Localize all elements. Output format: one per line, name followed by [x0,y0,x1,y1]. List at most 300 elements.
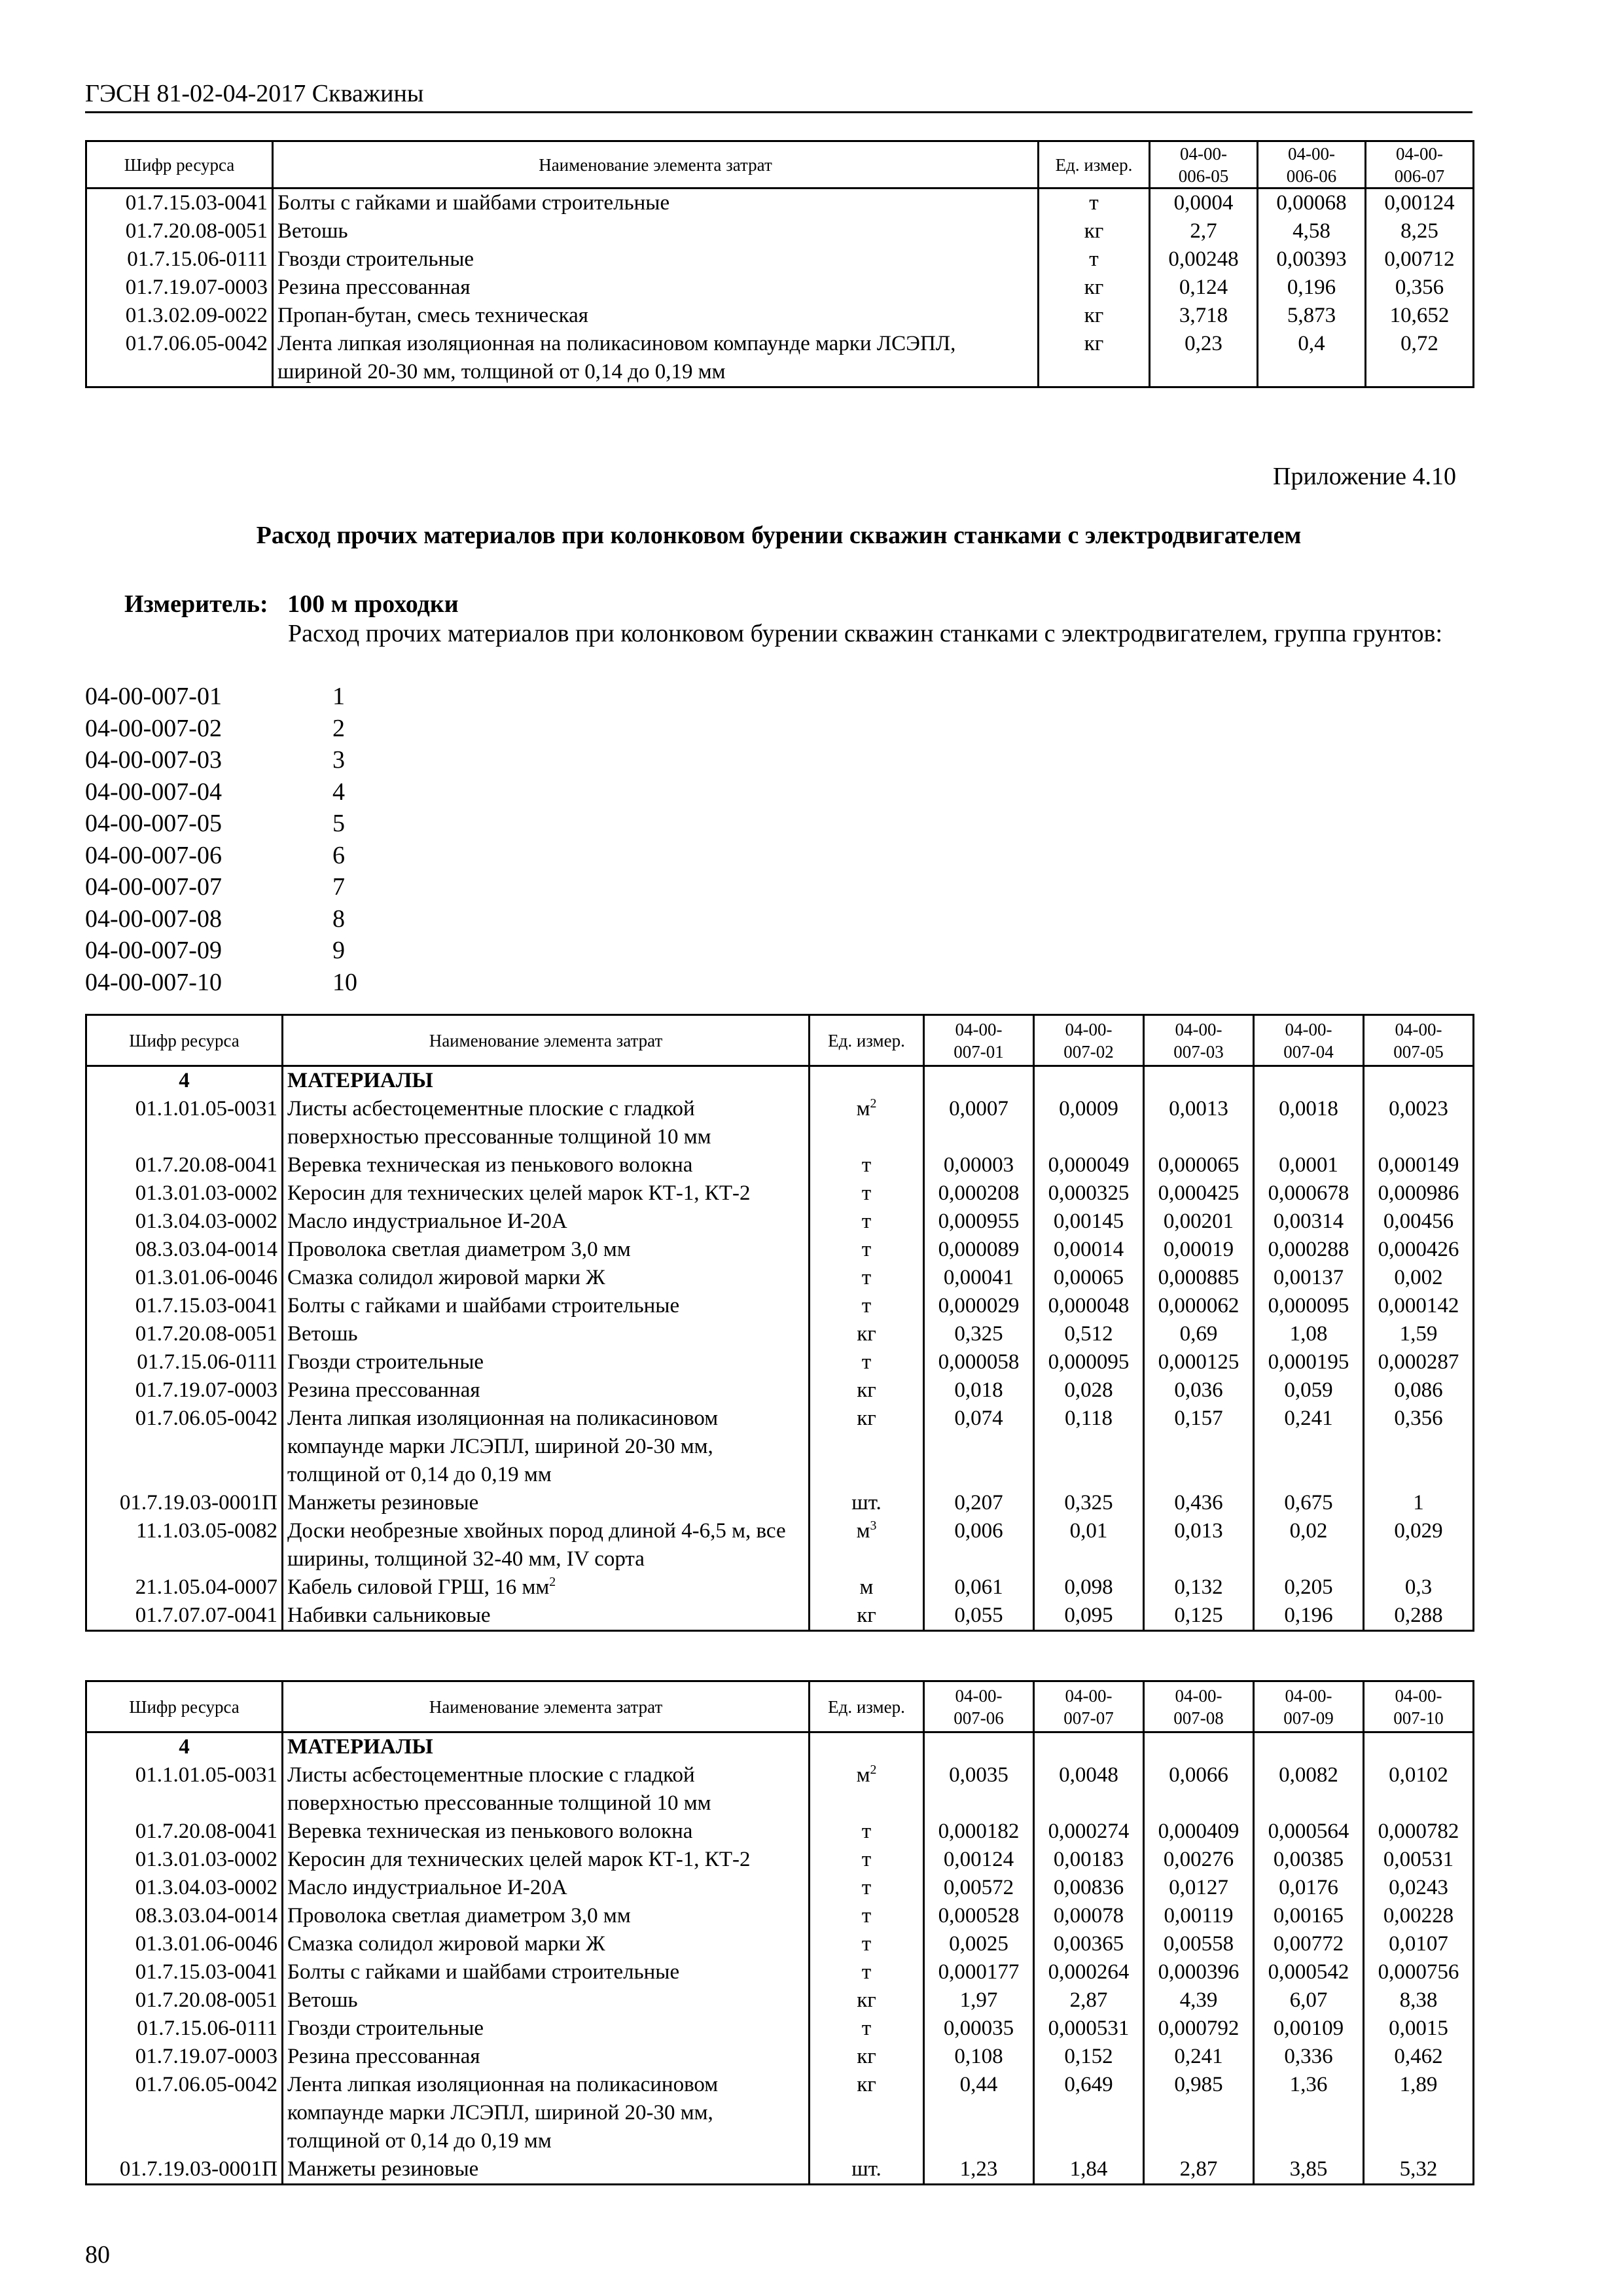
code-list-item [85,808,345,840]
item-name [283,1264,810,1292]
item-name [283,1573,810,1602]
unit-cell [810,2071,924,2155]
unit-text: т [1089,247,1099,271]
resource-code: 01.7.20.08-0051 [86,1320,283,1348]
value-cell: 1 [1364,1489,1474,1517]
header-col: 04-00- 007-07 [1034,1681,1144,1732]
value-cell: 0,0009 [1034,1095,1144,1151]
measure-value: 100 м проходки [287,590,459,618]
item-name [283,1902,810,1930]
value-cell: 0,0004 [1150,188,1258,218]
group-number: 10 [332,968,357,996]
value-cell: 2,87 [1034,1986,1144,2015]
value-cell: 0,0176 [1254,1874,1364,1902]
value-cell: 0,000782 [1364,1818,1474,1846]
item-name [283,2071,810,2155]
value-cell: 0,356 [1364,1405,1474,1489]
value-cell: 4,39 [1144,1986,1254,2015]
item-name-text: Пропан-бутан, смесь техническая [277,304,588,327]
value-cell: 0,000542 [1254,1958,1364,1986]
value-cell: 0,000208 [924,1179,1034,1208]
page-number: 80 [85,2241,110,2269]
code-list-item [85,681,345,713]
value-cell: 0,00201 [1144,1208,1254,1236]
resource-code: 01.7.15.06-0111 [86,2015,283,2043]
value-cell: 0,157 [1144,1405,1254,1489]
value-cell: 0,000955 [924,1208,1034,1236]
item-name-text: Резина прессованная [287,2045,480,2068]
item-name [283,1517,810,1573]
value-cell: 3,718 [1150,302,1258,330]
item-name [283,1208,810,1236]
item-name-text: Веревка техническая из пенькового волокна [287,1820,693,1843]
value-cell: 0,152 [1034,2043,1144,2071]
value-cell: 0,325 [1034,1489,1144,1517]
header-col: 04-00- 007-02 [1034,1015,1144,1066]
value-cell: 0,000678 [1254,1179,1364,1208]
unit-cell [810,1761,924,1818]
table-row [86,1761,1474,1818]
value-cell: 0,000089 [924,1236,1034,1264]
item-name [283,1602,810,1631]
table-row [86,1573,1474,1602]
table-row [86,1958,1474,1986]
unit-text: т [861,1904,872,1928]
item-name-text: Ветошь [287,1322,358,1346]
value-cell: 0,0035 [924,1761,1034,1818]
table-row [86,1405,1474,1489]
value-cell: 0,205 [1254,1573,1364,1602]
value-cell: 0,00041 [924,1264,1034,1292]
code: 04-00-007-01 [85,683,222,710]
item-name-text: Болты с гайками и шайбами строительные [287,1294,680,1318]
item-name-text: Гвозди строительные [277,247,474,271]
unit-text: кг [857,2045,876,2068]
unit-text: т [861,1876,872,1899]
resource-code: 01.3.02.09-0022 [86,302,273,330]
value-cell: 0,356 [1366,274,1474,302]
unit-text: кг [1084,276,1104,299]
header-unit: Ед. измер. [1039,141,1150,188]
value-cell: 0,013 [1144,1517,1254,1573]
value-cell: 0,029 [1364,1517,1474,1573]
code-list-item [85,903,345,935]
unit-cell [810,1320,924,1348]
value-cell: 0,000396 [1144,1958,1254,1986]
empty-cell [1034,1732,1144,1762]
item-name-text: Листы асбестоцементные плоские с гладкой поверхностью прессованные толщиной 10 мм [287,1763,711,1815]
item-name-text: Гвозди строительные [287,1350,484,1374]
item-name-text: Набивки сальниковые [287,1604,491,1627]
header-unit: Ед. измер. [810,1681,924,1732]
value-cell: 0,000409 [1144,1818,1254,1846]
code: 04-00-007-05 [85,810,222,837]
value-cell: 0,028 [1034,1376,1144,1405]
section-row [86,1066,1474,1096]
group-number: 4 [332,778,345,806]
code-list-item [85,776,345,808]
resource-code: 01.3.04.03-0002 [86,1208,283,1236]
code-list-item [85,713,345,745]
value-cell: 0,0107 [1364,1930,1474,1958]
unit-cell [1039,188,1150,218]
unit-text: шт. [851,1491,882,1515]
section-title: МАТЕРИАЛЫ [283,1066,810,1096]
value-cell: 0,000062 [1144,1292,1254,1320]
item-name [283,2015,810,2043]
value-cell: 0,325 [924,1320,1034,1348]
value-cell: 0,000288 [1254,1236,1364,1264]
unit-cell [810,1846,924,1874]
item-name-text: Проволока светлая диаметром 3,0 мм [287,1904,631,1928]
unit-cell [810,1818,924,1846]
group-number: 9 [332,937,345,964]
unit-text: кг [1084,332,1104,355]
value-cell: 0,00228 [1364,1902,1474,1930]
header-name: Наименование элемента затрат [283,1681,810,1732]
name-superscript: 2 [549,1575,556,1589]
code: 04-00-007-04 [85,778,222,806]
table-materials-007-part1 [85,1014,1474,1632]
group-description: Расход прочих материалов при колонковом бурении скважин станками с электродвигателем, группа грунтов: [288,620,1443,647]
resource-code: 01.3.04.03-0002 [86,1874,283,1902]
item-name-text: Веревка техническая из пенькового волокна [287,1153,693,1177]
unit-text: кг [857,1378,876,1402]
value-cell: 0,0102 [1364,1761,1474,1818]
value-cell: 0,00276 [1144,1846,1254,1874]
table-row [86,302,1474,330]
value-cell: 0,086 [1364,1376,1474,1405]
item-name-text: Манжеты резиновые [287,1491,479,1515]
header-col: 04-00- 007-03 [1144,1015,1254,1066]
value-cell: 0,0066 [1144,1761,1254,1818]
table-row [86,1376,1474,1405]
unit-text: т [861,1932,872,1956]
code: 04-00-007-06 [85,841,222,869]
table-row [86,1517,1474,1573]
table-row [86,1902,1474,1930]
value-cell: 0,23 [1150,330,1258,387]
value-cell: 0,059 [1254,1376,1364,1405]
value-cell: 0,000095 [1254,1292,1364,1320]
value-cell: 6,07 [1254,1986,1364,2015]
unit-cell [810,1236,924,1264]
group-number: 8 [332,905,345,933]
section-code: 4 [86,1066,283,1096]
unit-text: кг [857,1322,876,1346]
item-name-text: Керосин для технических целей марок КТ-1, КТ-2 [287,1848,751,1871]
resource-code: 01.1.01.05-0031 [86,1761,283,1818]
code-list-item [85,935,345,967]
item-name-text: Лента липкая изоляционная на поликасиновом компаунде марки ЛСЭПЛ, шириной 20-30 мм, толщиной от 0,14 до 0,19 мм [277,332,956,384]
value-cell: 0,0001 [1254,1151,1364,1179]
item-name [283,1489,810,1517]
value-cell: 8,25 [1366,217,1474,245]
value-cell: 0,649 [1034,2071,1144,2155]
header-col: 04-00- 006-05 [1150,141,1258,188]
item-name [283,1292,810,1320]
resource-code: 01.7.20.08-0051 [86,217,273,245]
code-list-item [85,871,345,903]
unit-text: кг [857,1407,876,1430]
value-cell: 0,098 [1034,1573,1144,1602]
item-name [273,330,1039,387]
value-cell: 0,336 [1254,2043,1364,2071]
table-row [86,2015,1474,2043]
unit-cell [810,1930,924,1958]
table-row [86,2071,1474,2155]
unit-text: кг [1084,219,1104,243]
item-name-text: Смазка солидол жировой марки Ж [287,1266,605,1289]
table-materials-006 [85,140,1474,388]
item-name [283,1958,810,1986]
table-row [86,1846,1474,1874]
value-cell: 0,00145 [1034,1208,1144,1236]
value-cell: 0,00836 [1034,1874,1144,1902]
unit-text: м [859,1575,874,1599]
code: 04-00-007-03 [85,746,222,774]
unit-text: кг [857,1604,876,1627]
resource-code: 01.7.20.08-0041 [86,1818,283,1846]
value-cell: 0,000564 [1254,1818,1364,1846]
value-cell: 0,00014 [1034,1236,1144,1264]
value-cell: 0,000531 [1034,2015,1144,2043]
code: 04-00-007-09 [85,937,222,964]
item-name-text: Болты с гайками и шайбами строительные [287,1960,680,1984]
value-cell: 0,000885 [1144,1264,1254,1292]
value-cell: 0,4 [1258,330,1366,387]
unit-text: т [861,1210,872,1233]
resource-code: 01.3.01.06-0046 [86,1930,283,1958]
resource-code: 01.7.20.08-0051 [86,1986,283,2015]
value-cell: 0,118 [1034,1405,1144,1489]
table-row [86,1208,1474,1236]
item-name [283,1095,810,1151]
group-number: 1 [332,683,345,710]
value-cell: 0,44 [924,2071,1034,2155]
unit-cell [810,1489,924,1517]
unit-text: т [861,2017,872,2040]
unit-text: т [861,1238,872,1261]
measure-label: Измеритель: [124,590,268,618]
resource-code: 08.3.03.04-0014 [86,1902,283,1930]
code: 04-00-007-02 [85,714,222,742]
header-col: 04-00- 007-06 [924,1681,1034,1732]
table-row [86,1818,1474,1846]
value-cell: 0,462 [1364,2043,1474,2071]
group-number: 7 [332,873,345,901]
unit-text: т [1089,191,1099,215]
value-cell: 0,196 [1254,1602,1364,1631]
item-name-text: Гвозди строительные [287,2017,484,2040]
value-cell: 5,873 [1258,302,1366,330]
code-list-item [85,967,357,999]
unit-cell [810,1602,924,1631]
header-name: Наименование элемента затрат [283,1015,810,1066]
item-name [283,1761,810,1818]
unit-text: т [861,1350,872,1374]
value-cell: 0,000274 [1034,1818,1144,1846]
item-name-text: Масло индустриальное И-20А [287,1210,567,1233]
header-col: 04-00- 007-01 [924,1015,1034,1066]
value-cell: 0,000325 [1034,1179,1144,1208]
value-cell: 8,38 [1364,1986,1474,2015]
item-name [283,1348,810,1376]
group-number: 2 [332,714,345,742]
value-cell: 0,006 [924,1517,1034,1573]
unit-cell [810,2043,924,2071]
unit-cell [810,1348,924,1376]
item-name [283,1405,810,1489]
table-row [86,2043,1474,2071]
empty-cell [1144,1066,1254,1096]
section-row [86,1732,1474,1762]
table-row [86,1179,1474,1208]
value-cell: 0,125 [1144,1602,1254,1631]
header-code: Шифр ресурса [86,1015,283,1066]
unit-superscript: 2 [870,1763,877,1777]
item-name [283,1818,810,1846]
value-cell: 0,985 [1144,2071,1254,2155]
header-col: 04-00- 007-09 [1254,1681,1364,1732]
item-name [273,245,1039,274]
unit-cell [1039,217,1150,245]
value-cell: 0,000149 [1364,1151,1474,1179]
value-cell: 0,0082 [1254,1761,1364,1818]
value-cell: 0,0013 [1144,1095,1254,1151]
header-col: 04-00- 006-06 [1258,141,1366,188]
unit-text: т [861,1960,872,1984]
value-cell: 0,000142 [1364,1292,1474,1320]
table-row [86,1292,1474,1320]
value-cell: 0,132 [1144,1573,1254,1602]
table-row [86,1236,1474,1264]
unit-cell [810,1264,924,1292]
item-name-text: Резина прессованная [287,1378,480,1402]
empty-cell [924,1066,1034,1096]
value-cell: 0,000058 [924,1348,1034,1376]
header-col: 04-00- 007-10 [1364,1681,1474,1732]
value-cell: 1,89 [1364,2071,1474,2155]
table-row [86,1264,1474,1292]
table-row [86,1320,1474,1348]
table-row [86,1986,1474,2015]
value-cell: 1,23 [924,2155,1034,2185]
resource-code: 01.7.19.03-0001П [86,2155,283,2185]
item-name-text: Смазка солидол жировой марки Ж [287,1932,605,1956]
value-cell: 0,00393 [1258,245,1366,274]
value-cell: 0,00385 [1254,1846,1364,1874]
code: 04-00-007-08 [85,905,222,933]
value-cell: 0,036 [1144,1376,1254,1405]
table-row [86,1151,1474,1179]
item-name [273,302,1039,330]
unit-cell [1039,245,1150,274]
section-title: МАТЕРИАЛЫ [283,1732,810,1762]
header-col: 04-00- 007-05 [1364,1015,1474,1066]
value-cell: 0,095 [1034,1602,1144,1631]
value-cell: 0,00109 [1254,2015,1364,2043]
value-cell: 0,00119 [1144,1902,1254,1930]
measure [124,588,472,620]
unit-text: кг [857,2073,876,2096]
table-row [86,2155,1474,2185]
value-cell: 0,288 [1364,1602,1474,1631]
code-list-item [85,840,345,872]
table-row [86,217,1474,245]
resource-code: 01.7.19.03-0001П [86,1489,283,1517]
value-cell: 10,652 [1366,302,1474,330]
empty-cell [1034,1066,1144,1096]
unit-cell [1039,302,1150,330]
resource-code: 01.3.01.03-0002 [86,1846,283,1874]
unit-cell [810,1517,924,1573]
header-name: Наименование элемента затрат [273,141,1039,188]
value-cell: 0,00003 [924,1151,1034,1179]
value-cell: 5,32 [1364,2155,1474,2185]
unit-cell [810,1958,924,1986]
value-cell: 0,0007 [924,1095,1034,1151]
value-cell: 0,00365 [1034,1930,1144,1958]
value-cell: 0,69 [1144,1320,1254,1348]
resource-code: 01.7.07.07-0041 [86,1602,283,1631]
code: 04-00-007-07 [85,873,222,901]
code-list-item [85,744,345,776]
value-cell: 0,00124 [924,1846,1034,1874]
value-cell: 0,00772 [1254,1930,1364,1958]
item-name [283,1179,810,1208]
table-row [86,330,1474,387]
value-cell: 0,0015 [1364,2015,1474,2043]
unit-cell [810,1292,924,1320]
unit-cell [810,1986,924,2015]
value-cell: 0,002 [1364,1264,1474,1292]
value-cell: 1,36 [1254,2071,1364,2155]
resource-code: 01.7.06.05-0042 [86,330,273,387]
value-cell: 0,00124 [1366,188,1474,218]
resource-code: 01.7.06.05-0042 [86,1405,283,1489]
item-name-text: Ветошь [287,1988,358,2012]
unit-cell [810,1405,924,1489]
item-name-text: Листы асбестоцементные плоские с гладкой поверхностью прессованные толщиной 10 мм [287,1097,711,1149]
unit-superscript: 2 [870,1096,877,1111]
unit-cell [810,1573,924,1602]
value-cell: 0,061 [924,1573,1034,1602]
value-cell: 3,85 [1254,2155,1364,2185]
value-cell: 0,000029 [924,1292,1034,1320]
item-name-text: Кабель силовой ГРШ, 16 мм [287,1575,550,1599]
table-row [86,1095,1474,1151]
unit-text: м [856,1097,870,1121]
value-cell: 0,0025 [924,1930,1034,1958]
unit-text: т [861,1294,872,1318]
group-number: 6 [332,841,345,869]
value-cell: 1,08 [1254,1320,1364,1348]
empty-cell [1364,1732,1474,1762]
header-col: 04-00- 007-04 [1254,1015,1364,1066]
group-number: 3 [332,746,345,774]
unit-cell [810,2155,924,2185]
value-cell: 0,000425 [1144,1179,1254,1208]
item-name [283,1846,810,1874]
value-cell: 0,241 [1144,2043,1254,2071]
value-cell: 0,00712 [1366,245,1474,274]
value-cell: 0,02 [1254,1517,1364,1573]
value-cell: 0,000095 [1034,1348,1144,1376]
item-name [283,1986,810,2015]
value-cell: 0,00456 [1364,1208,1474,1236]
resource-code: 01.7.19.07-0003 [86,274,273,302]
